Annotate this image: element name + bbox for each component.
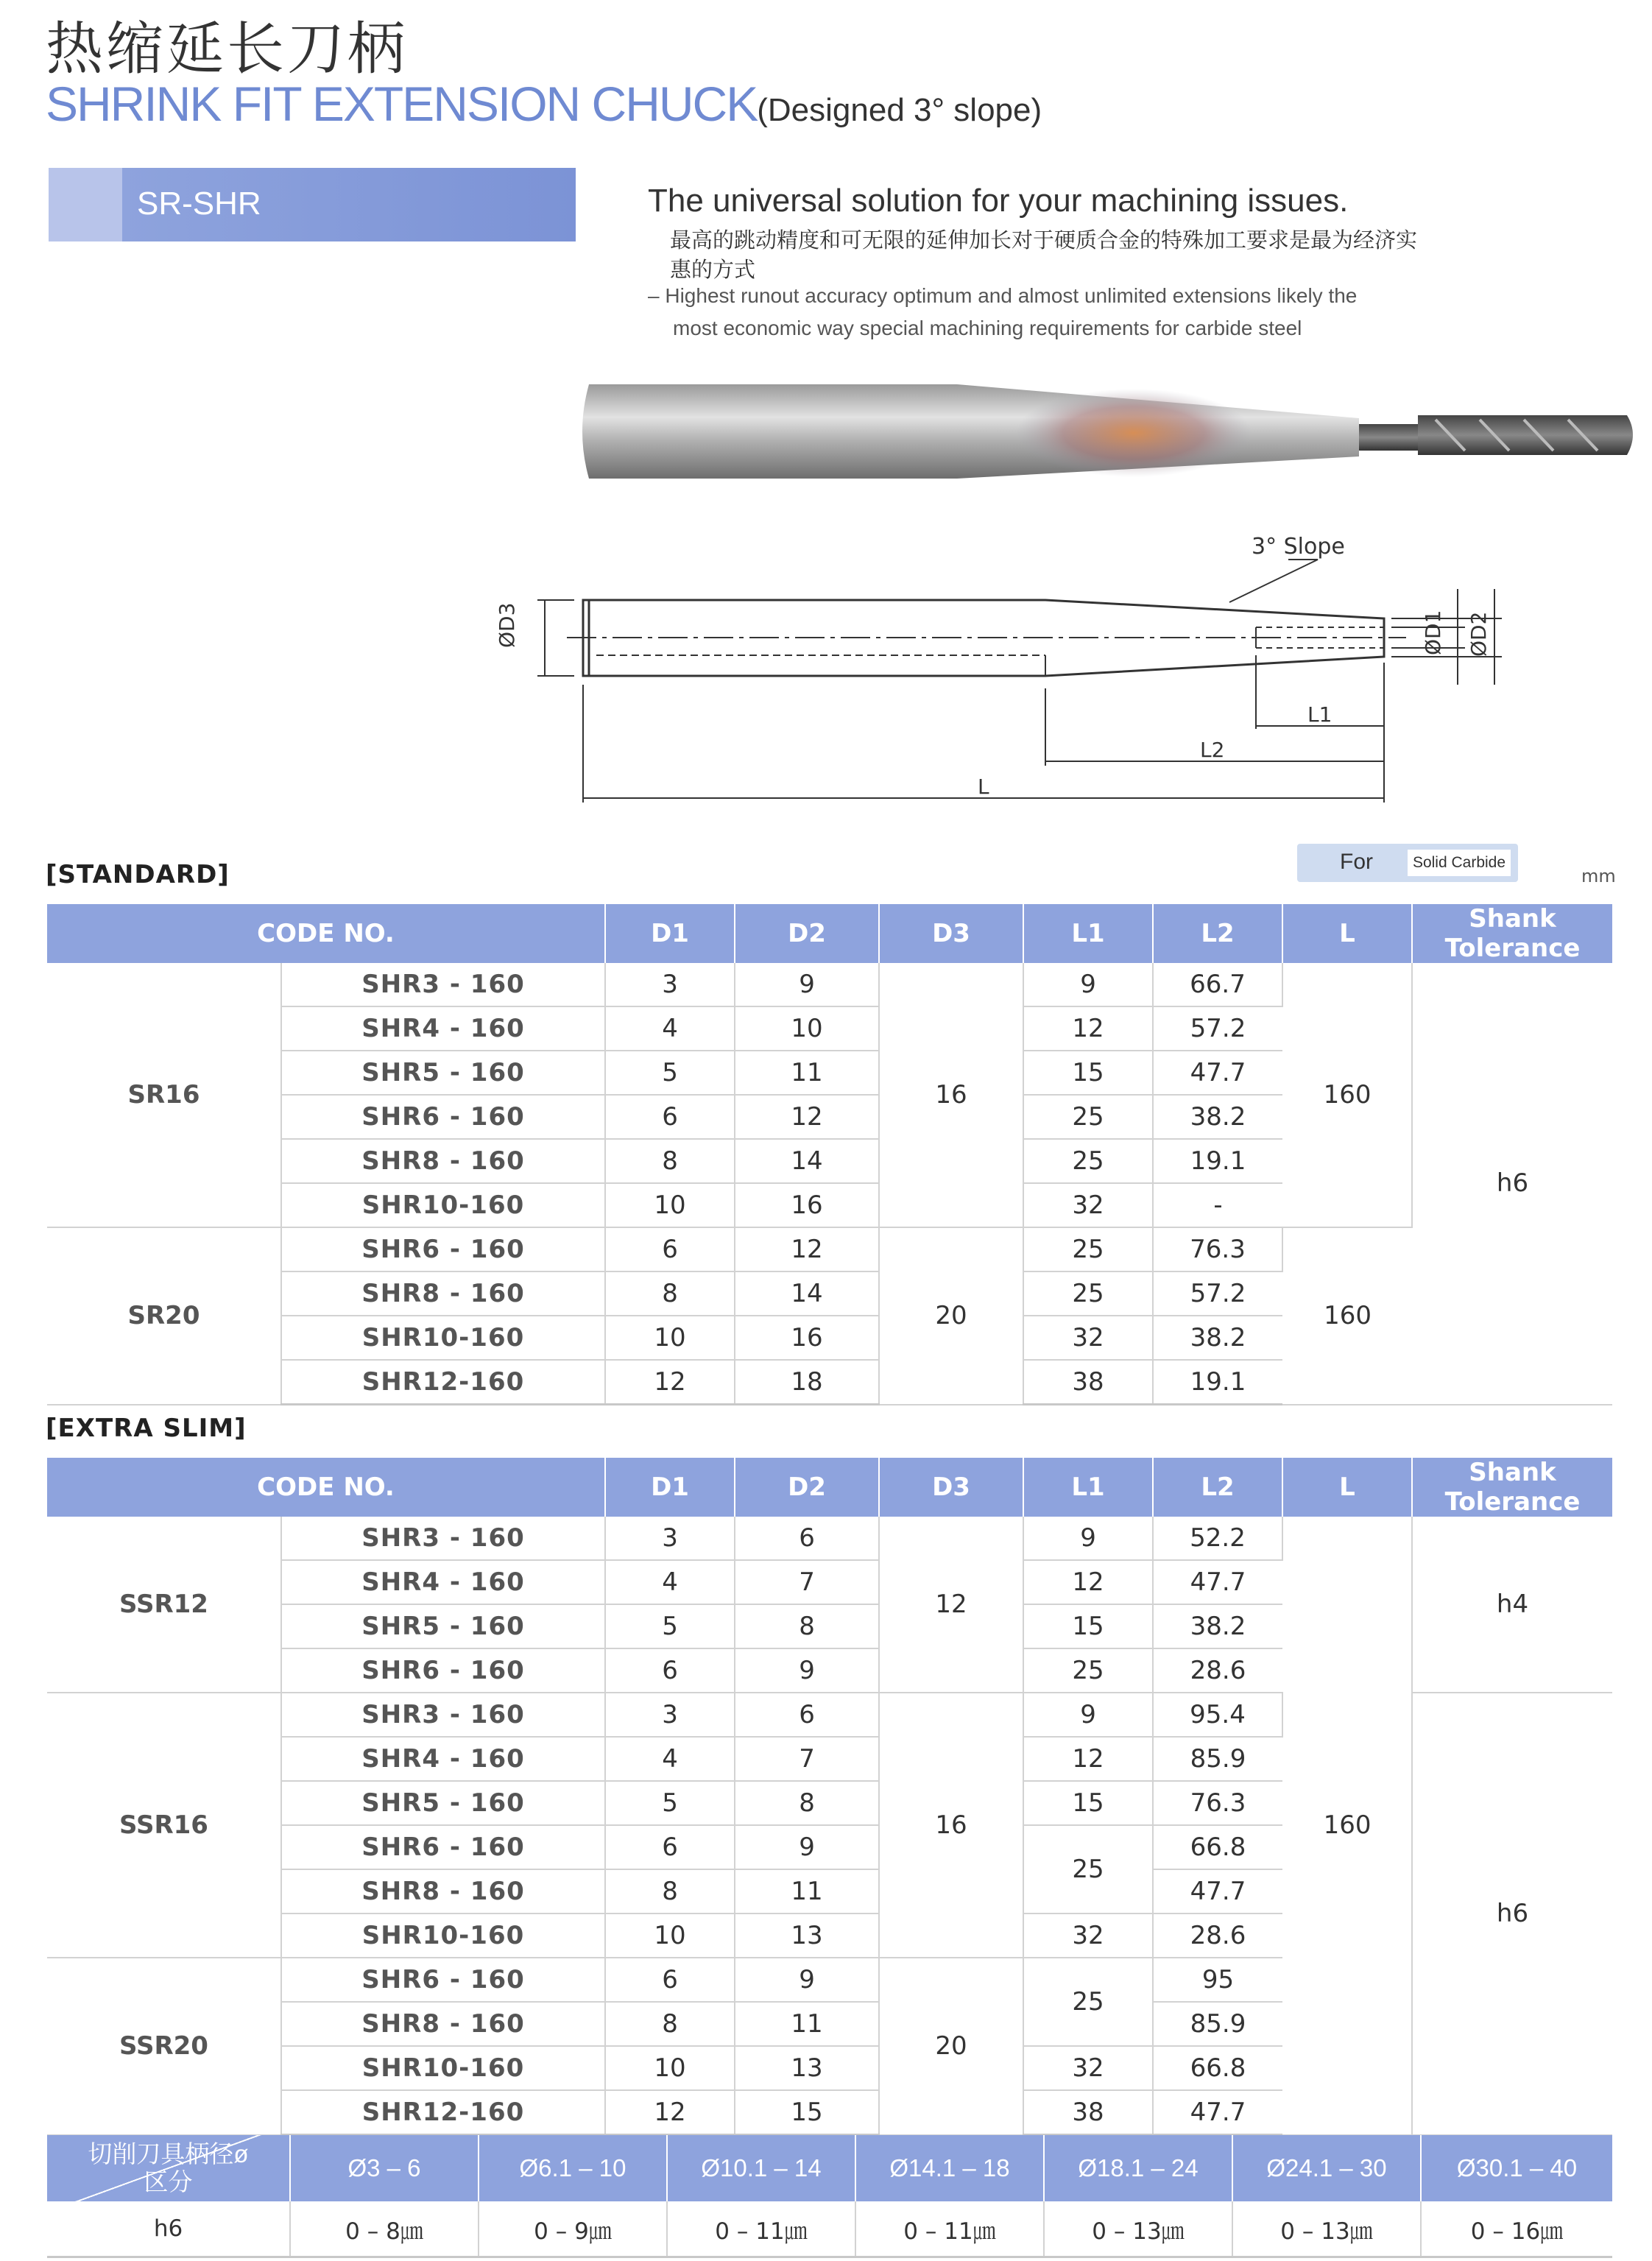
range-header: Ø24.1 – 30 [1232, 2135, 1421, 2201]
d3-cell: 12 [879, 1517, 1023, 1693]
corner-top-label: 切削刀具柄径ø [88, 2140, 249, 2167]
intro-heading: The universal solution for your machining issues. [648, 183, 1349, 219]
d2-cell: 9 [735, 963, 879, 1006]
code-cell: SHR8 - 160 [281, 1869, 605, 1913]
table-row [47, 1227, 1612, 1271]
d2-cell: 6 [735, 1517, 879, 1560]
l1-cell: 25 [1023, 1271, 1153, 1316]
d2-cell: 7 [735, 1737, 879, 1781]
l1-cell: 9 [1023, 1517, 1153, 1560]
l1-cell: 25 [1023, 1825, 1153, 1913]
tolerance-value: 0 – 8㎛ [290, 2201, 479, 2257]
code-cell: SHR6 - 160 [281, 1825, 605, 1869]
code-cell: SHR8 - 160 [281, 1139, 605, 1183]
standard-section-label: [STANDARD] [46, 860, 230, 889]
l2-cell: 85.9 [1153, 2002, 1282, 2046]
d3-cell: 20 [879, 1958, 1023, 2135]
d1-cell: 3 [605, 1517, 735, 1560]
l2-cell: 66.8 [1153, 1825, 1282, 1869]
tolerance-row-label: h6 [47, 2201, 290, 2257]
l2-cell: 95 [1153, 1958, 1282, 2002]
d2-cell: 8 [735, 1781, 879, 1825]
intro-en-line2: most economic way special machining requirements for carbide steel [673, 317, 1302, 339]
d1-cell: 10 [605, 2046, 735, 2090]
d1-cell: 6 [605, 1958, 735, 2002]
l2-cell: 38.2 [1153, 1095, 1282, 1139]
d1-cell: 8 [605, 1271, 735, 1316]
d2-cell: 13 [735, 2046, 879, 2090]
group-name: SSR20 [47, 1958, 281, 2135]
group-name: SSR12 [47, 1517, 281, 1693]
d2-cell: 8 [735, 1604, 879, 1648]
range-header: Ø10.1 – 14 [667, 2135, 855, 2201]
group-name: SR16 [47, 963, 281, 1227]
d2-label: ØD2 [1466, 611, 1491, 657]
l1-cell: 32 [1023, 2046, 1153, 2090]
code-cell: SHR6 - 160 [281, 1958, 605, 2002]
l1-cell: 15 [1023, 1604, 1153, 1648]
tolerance-cell: h4 [1412, 1517, 1612, 1693]
code-cell: SHR4 - 160 [281, 1737, 605, 1781]
d1-cell: 5 [605, 1781, 735, 1825]
slope-label: 3° Slope [1252, 534, 1345, 560]
l1-cell: 25 [1023, 1227, 1153, 1271]
l1-cell: 15 [1023, 1781, 1153, 1825]
l2-cell: 52.2 [1153, 1517, 1282, 1560]
l1-cell: 25 [1023, 1958, 1153, 2046]
series-badge [49, 168, 576, 241]
d2-cell: 14 [735, 1271, 879, 1316]
d2-cell: 13 [735, 1913, 879, 1958]
intro-text-cn: 最高的跳动精度和可无限的延伸加长对于硬质合金的特殊加工要求是最为经济实惠的方式 [670, 227, 1418, 282]
d2-cell: 9 [735, 1825, 879, 1869]
code-cell: SHR12-160 [281, 2090, 605, 2135]
l1-cell: 32 [1023, 1913, 1153, 1958]
d1-cell: 8 [605, 1139, 735, 1183]
d1-cell: 10 [605, 1913, 735, 1958]
l-cell: 160 [1282, 963, 1412, 1227]
l2-cell: 66.7 [1153, 963, 1282, 1006]
col-header-d3: D3 [879, 1458, 1023, 1517]
l2-cell: 47.7 [1153, 1869, 1282, 1913]
for-material-box [1297, 844, 1518, 882]
intro-text-en [648, 280, 1465, 345]
d2-cell: 14 [735, 1139, 879, 1183]
d1-cell: 4 [605, 1560, 735, 1604]
d2-cell: 9 [735, 1958, 879, 2002]
range-header: Ø18.1 – 24 [1044, 2135, 1232, 2201]
code-cell: SHR4 - 160 [281, 1006, 605, 1051]
l2-cell: 28.6 [1153, 1648, 1282, 1693]
code-cell: SHR12-160 [281, 1360, 605, 1405]
l2-cell: 38.2 [1153, 1604, 1282, 1648]
d1-cell: 6 [605, 1227, 735, 1271]
l1-cell: 9 [1023, 1693, 1153, 1737]
for-material-value: Solid Carbide [1408, 850, 1511, 876]
d2-cell: 7 [735, 1560, 879, 1604]
l1-cell: 12 [1023, 1560, 1153, 1604]
l2-cell: 57.2 [1153, 1006, 1282, 1051]
l2-cell: 38.2 [1153, 1316, 1282, 1360]
intro-en-line1: – Highest runout accuracy optimum and almost unlimited extensions likely the [648, 284, 1358, 307]
l2-cell: - [1153, 1183, 1282, 1227]
code-cell: SHR6 - 160 [281, 1648, 605, 1693]
d2-cell: 11 [735, 2002, 879, 2046]
l1-cell: 15 [1023, 1051, 1153, 1095]
series-badge-label: SR-SHR [137, 186, 261, 222]
code-cell: SHR5 - 160 [281, 1604, 605, 1648]
col-header-l2: L2 [1153, 1458, 1282, 1517]
col-header-d3: D3 [879, 904, 1023, 963]
col-header-l1: L1 [1023, 1458, 1153, 1517]
col-header-l1: L1 [1023, 904, 1153, 963]
unit-label: mm [1581, 866, 1616, 886]
d1-cell: 8 [605, 2002, 735, 2046]
l2-cell: 85.9 [1153, 1737, 1282, 1781]
code-cell: SHR8 - 160 [281, 2002, 605, 2046]
l1-cell: 12 [1023, 1006, 1153, 1051]
d2-cell: 18 [735, 1360, 879, 1405]
code-cell: SHR10-160 [281, 1316, 605, 1360]
code-cell: SHR10-160 [281, 1913, 605, 1958]
d1-cell: 5 [605, 1051, 735, 1095]
l1-label: L1 [1307, 702, 1332, 727]
code-cell: SHR3 - 160 [281, 1693, 605, 1737]
l2-cell: 47.7 [1153, 1051, 1282, 1095]
group-name: SSR16 [47, 1693, 281, 1958]
l2-cell: 19.1 [1153, 1360, 1282, 1405]
extra-slim-section-label: [EXTRA SLIM] [46, 1414, 247, 1443]
corner-bottom-label: 区分 [144, 2168, 193, 2195]
l2-cell: 28.6 [1153, 1913, 1282, 1958]
l2-cell: 76.3 [1153, 1781, 1282, 1825]
tolerance-value: 0 – 16㎛ [1421, 2201, 1612, 2257]
d2-cell: 10 [735, 1006, 879, 1051]
table-row [47, 963, 1612, 1006]
range-header: Ø3 – 6 [290, 2135, 479, 2201]
l-cell: 160 [1282, 1227, 1412, 1405]
code-cell: SHR6 - 160 [281, 1095, 605, 1139]
l2-cell: 47.7 [1153, 1560, 1282, 1604]
d3-label: ØD3 [495, 602, 519, 648]
code-cell: SHR8 - 160 [281, 1271, 605, 1316]
d2-cell: 11 [735, 1869, 879, 1913]
d1-cell: 6 [605, 1825, 735, 1869]
l1-cell: 38 [1023, 2090, 1153, 2135]
d1-cell: 4 [605, 1737, 735, 1781]
tolerance-value: 0 – 11㎛ [855, 2201, 1044, 2257]
table-row [47, 1517, 1612, 1560]
page-title-cn: 热缩延长刀柄 [46, 16, 409, 82]
d2-cell: 15 [735, 2090, 879, 2135]
page-title-en [46, 77, 1042, 131]
d1-cell: 10 [605, 1316, 735, 1360]
range-header: Ø30.1 – 40 [1421, 2135, 1612, 2201]
l2-cell: 57.2 [1153, 1271, 1282, 1316]
l1-cell: 32 [1023, 1183, 1153, 1227]
code-cell: SHR4 - 160 [281, 1560, 605, 1604]
l2-label: L2 [1200, 738, 1225, 762]
d1-cell: 10 [605, 1183, 735, 1227]
l1-cell: 25 [1023, 1095, 1153, 1139]
col-header-d1: D1 [605, 1458, 735, 1517]
title-en-main: SHRINK FIT EXTENSION CHUCK [46, 77, 758, 131]
d1-cell: 12 [605, 2090, 735, 2135]
l1-cell: 12 [1023, 1737, 1153, 1781]
d2-cell: 16 [735, 1183, 879, 1227]
col-header-d2: D2 [735, 1458, 879, 1517]
d3-cell: 20 [879, 1227, 1023, 1405]
col-header-d1: D1 [605, 904, 735, 963]
standard-table [47, 904, 1612, 1405]
col-header-code: CODE NO. [47, 904, 605, 963]
tolerance-value: 0 – 11㎛ [667, 2201, 855, 2257]
code-cell: SHR10-160 [281, 1183, 605, 1227]
product-photo [567, 368, 1642, 493]
l1-cell: 25 [1023, 1139, 1153, 1183]
d2-cell: 16 [735, 1316, 879, 1360]
col-header-l: L [1282, 1458, 1412, 1517]
d1-cell: 12 [605, 1360, 735, 1405]
l1-cell: 25 [1023, 1648, 1153, 1693]
d1-cell: 5 [605, 1604, 735, 1648]
l-cell: 160 [1282, 1517, 1412, 2135]
d1-cell: 6 [605, 1095, 735, 1139]
group-name: SR20 [47, 1227, 281, 1405]
tolerance-cell: h6 [1412, 1693, 1612, 2135]
extra-slim-table [47, 1458, 1612, 2136]
d1-cell: 3 [605, 963, 735, 1006]
technical-drawing [471, 515, 1502, 832]
code-cell: SHR6 - 160 [281, 1227, 605, 1271]
table-row [47, 2201, 1612, 2257]
l2-cell: 76.3 [1153, 1227, 1282, 1271]
code-cell: SHR3 - 160 [281, 1517, 605, 1560]
col-header-shank-tolerance: Shank Tolerance [1412, 904, 1612, 963]
code-cell: SHR5 - 160 [281, 1051, 605, 1095]
d2-cell: 9 [735, 1648, 879, 1693]
d3-cell: 16 [879, 963, 1023, 1227]
l2-cell: 19.1 [1153, 1139, 1282, 1183]
col-header-shank-tolerance: Shank Tolerance [1412, 1458, 1612, 1517]
tolerance-cell: h6 [1412, 963, 1612, 1405]
l2-cell: 66.8 [1153, 2046, 1282, 2090]
l2-cell: 47.7 [1153, 2090, 1282, 2135]
code-cell: SHR5 - 160 [281, 1781, 605, 1825]
col-header-code: CODE NO. [47, 1458, 605, 1517]
code-cell: SHR10-160 [281, 2046, 605, 2090]
tolerance-value: 0 – 9㎛ [479, 2201, 667, 2257]
tolerance-header-row [47, 2135, 1612, 2201]
col-header-d2: D2 [735, 904, 879, 963]
l1-cell: 32 [1023, 1316, 1153, 1360]
l1-cell: 9 [1023, 963, 1153, 1006]
d3-cell: 16 [879, 1693, 1023, 1958]
l2-cell: 95.4 [1153, 1693, 1282, 1737]
d1-cell: 6 [605, 1648, 735, 1693]
tolerance-range-table [47, 2135, 1612, 2258]
tolerance-value: 0 – 13㎛ [1044, 2201, 1232, 2257]
d1-cell: 3 [605, 1693, 735, 1737]
d2-cell: 6 [735, 1693, 879, 1737]
d1-cell: 8 [605, 1869, 735, 1913]
code-cell: SHR3 - 160 [281, 963, 605, 1006]
col-header-l: L [1282, 904, 1412, 963]
d2-cell: 12 [735, 1227, 879, 1271]
l1-cell: 38 [1023, 1360, 1153, 1405]
d1-cell: 4 [605, 1006, 735, 1051]
col-header-l2: L2 [1153, 904, 1282, 963]
tolerance-corner-header [47, 2135, 290, 2201]
d2-cell: 11 [735, 1051, 879, 1095]
d1-label: ØD1 [1421, 610, 1445, 655]
extra-slim-header-row [47, 1458, 1612, 1517]
range-header: Ø6.1 – 10 [479, 2135, 667, 2201]
range-header: Ø14.1 – 18 [855, 2135, 1044, 2201]
d2-cell: 12 [735, 1095, 879, 1139]
tolerance-value: 0 – 13㎛ [1232, 2201, 1421, 2257]
standard-header-row [47, 904, 1612, 963]
l-label: L [978, 775, 989, 799]
title-en-subtitle: (Designed 3° slope) [757, 92, 1042, 128]
for-label: For [1340, 850, 1373, 874]
